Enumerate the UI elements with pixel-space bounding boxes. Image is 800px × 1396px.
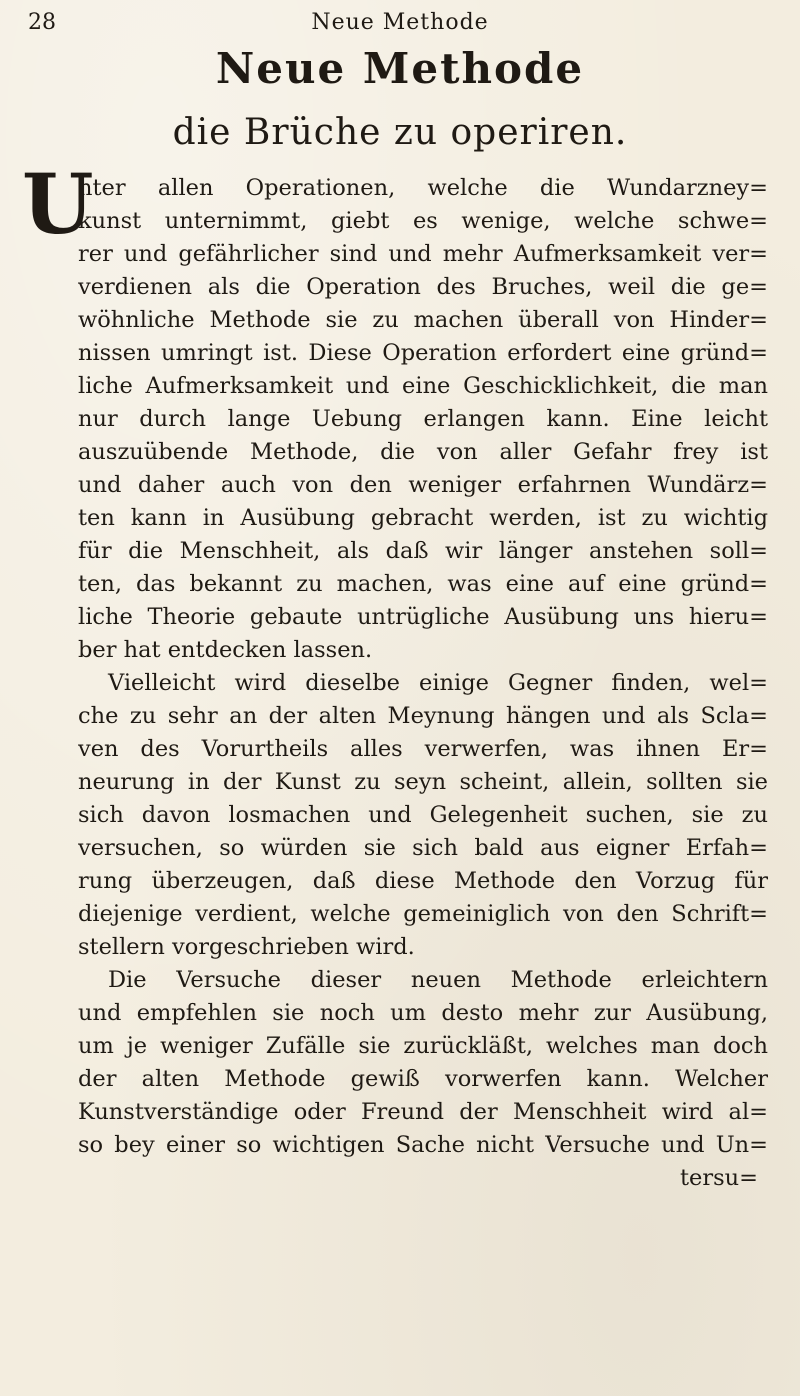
chapter-subtitle: die Brüche zu operiren. <box>172 112 628 153</box>
catchword: tersu= <box>679 1165 758 1191</box>
page-number: 28 <box>28 10 56 35</box>
chapter-title: Neue Methode <box>215 44 585 93</box>
text-line: und daher auch von den weniger erfahrnen Wundärz= <box>78 472 768 498</box>
text-line: liche Aufmerksamkeit und eine Geschicklichkeit, die man <box>78 373 768 399</box>
text-line: wöhnliche Methode sie zu machen überall von Hinder= <box>78 307 768 333</box>
text-line: sich davon losmachen und Gelegenheit suchen, sie zu <box>78 802 768 828</box>
text-line: rung überzeugen, daß diese Methode den Vorzug für <box>78 868 768 894</box>
text-line: nissen umringt ist. Diese Operation erfordert eine gründ= <box>78 340 768 366</box>
text-line: um je weniger Zufälle sie zurückläßt, welches man doch <box>78 1033 768 1059</box>
text-line: nur durch lange Uebung erlangen kann. Eine leicht <box>78 406 768 432</box>
text-line: ber hat entdecken lassen. <box>78 637 373 663</box>
text-line: rer und gefährlicher sind und mehr Aufmerksamkeit ver= <box>78 241 768 267</box>
text-line: ten, das bekannt zu machen, was eine auf eine gründ= <box>78 571 768 597</box>
text-line: Die Versuche dieser neuen Methode erleichtern <box>108 967 768 993</box>
running-head <box>28 10 772 42</box>
body-text <box>22 157 768 1195</box>
text-line: neurung in der Kunst zu seyn scheint, allein, sollten sie <box>78 769 768 795</box>
text-line: ten kann in Ausübung gebracht werden, ist zu wichtig <box>78 505 768 531</box>
text-line: nter allen Operationen, welche die Wundarzney= <box>78 175 768 201</box>
text-line: versuchen, so würden sie sich bald aus eigner Erfah= <box>78 835 768 861</box>
text-line: ven des Vorurtheils alles verwerfen, was ihnen Er= <box>78 736 768 762</box>
text-line: so bey einer so wichtigen Sache nicht Versuche und Un= <box>78 1132 768 1158</box>
text-line: der alten Methode gewiß vorwerfen kann. Welcher <box>78 1066 768 1092</box>
text-line: che zu sehr an der alten Meynung hängen und als Scla= <box>78 703 768 729</box>
text-line: kunst unternimmt, giebt es wenige, welche schwe= <box>78 208 768 234</box>
drop-cap: U <box>22 157 94 253</box>
text-line: stellern vorgeschrieben wird. <box>78 934 415 960</box>
text-line: Kunstverständige oder Freund der Menschheit wird al= <box>78 1099 768 1125</box>
running-title: Neue Methode <box>311 10 489 35</box>
text-line: liche Theorie gebaute untrügliche Ausübung uns hieru= <box>78 604 768 630</box>
text-line: für die Menschheit, als daß wir länger anstehen soll= <box>78 538 768 564</box>
text-line: Vielleicht wird dieselbe einige Gegner finden, wel= <box>108 670 768 696</box>
text-line: diejenige verdient, welche gemeiniglich von den Schrift= <box>78 901 768 927</box>
text-line: auszuübende Methode, die von aller Gefahr frey ist <box>78 439 768 465</box>
text-line: verdienen als die Operation des Bruches, weil die ge= <box>78 274 768 300</box>
text-line: und empfehlen sie noch um desto mehr zur Ausübung, <box>78 1000 768 1026</box>
